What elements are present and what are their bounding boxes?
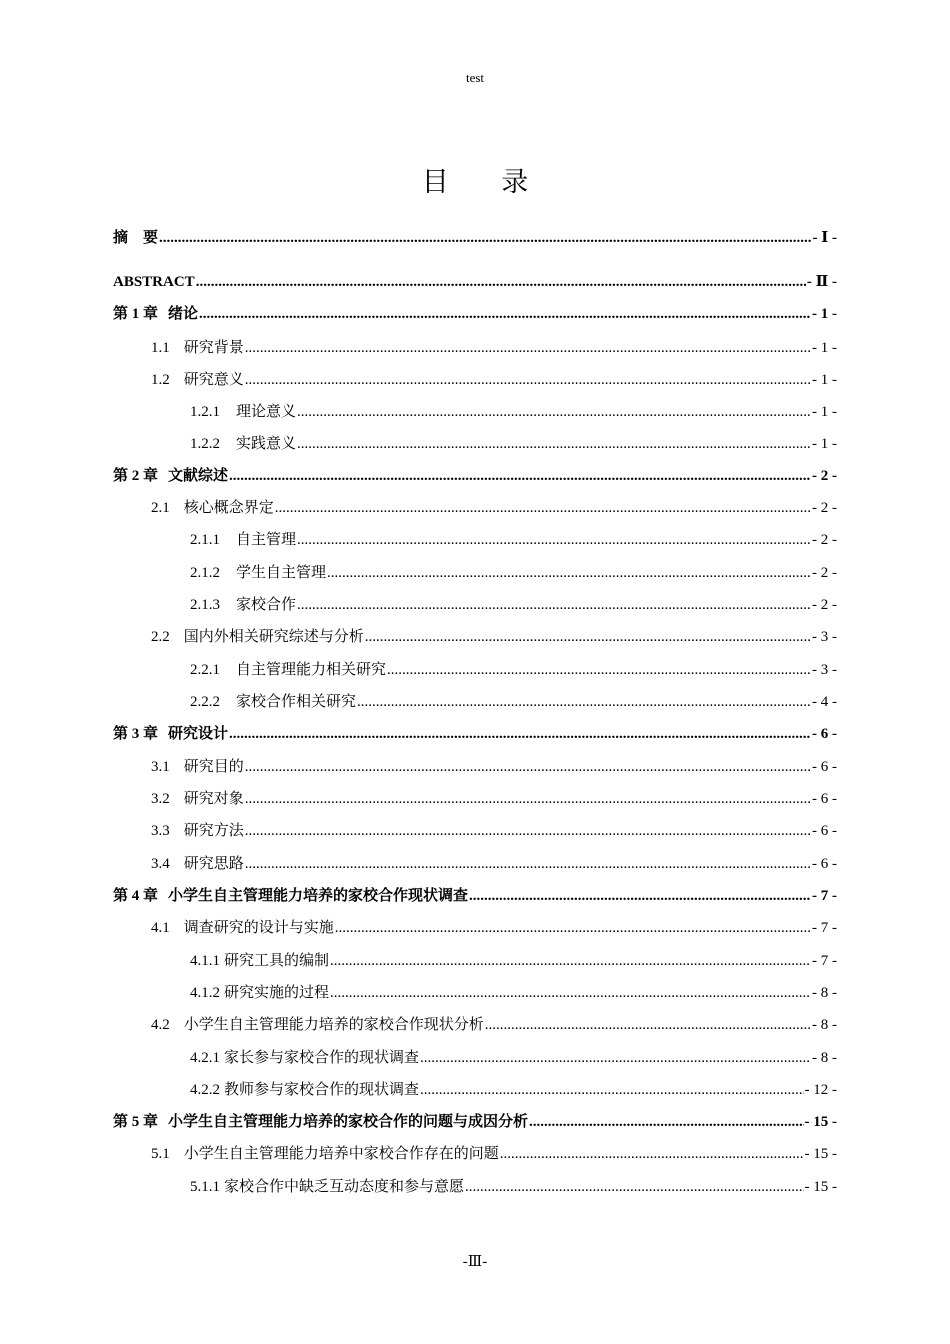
toc-entry-number: 4.1 [151, 920, 170, 936]
toc-page-number: - 1 - [812, 340, 837, 356]
toc-leader-dots [275, 496, 811, 520]
toc-page-number: - 2 - [812, 500, 837, 516]
toc-page-number: - 15 - [804, 1179, 837, 1195]
toc-entry-number: 3.2 [151, 791, 170, 807]
toc-entry-number: 2.1.1 [190, 532, 220, 548]
toc-entry-label: 研究方法 [183, 823, 244, 839]
toc-leader-dots [330, 949, 811, 973]
toc-leader-dots [245, 852, 811, 876]
toc-entry-label: 研究思路 [183, 856, 244, 872]
toc-entry[interactable] [113, 1046, 837, 1070]
toc-leader-dots [199, 302, 811, 326]
toc-entry[interactable] [113, 722, 837, 746]
toc-entry-number: 2.2.1 [190, 662, 220, 678]
toc-entry[interactable] [113, 787, 837, 811]
title-char-2: 录 [501, 167, 529, 198]
toc-page-number: - 1 - [812, 372, 837, 388]
toc-entry-number: 2.2.2 [190, 694, 220, 710]
toc-entry-label: 小学生自主管理能力培养的家校合作现状调查 [168, 888, 469, 904]
toc-page-number: - 15 - [804, 1114, 837, 1130]
toc-entry[interactable] [113, 884, 837, 908]
toc-entry-number: 5.1 [151, 1146, 170, 1162]
toc-entry-label: 研究背景 [183, 340, 244, 356]
toc-leader-dots [529, 1110, 803, 1134]
toc-entry-number: 1.1 [151, 340, 170, 356]
toc-entry[interactable] [113, 690, 837, 714]
page-header: test [465, 70, 485, 85]
toc-entry-number: 摘 要 [113, 230, 159, 246]
toc-entry-label: 家长参与家校合作的现状调查 [224, 1050, 420, 1066]
toc-entry[interactable] [113, 1078, 837, 1102]
toc-entry-number: 1.2.2 [190, 436, 220, 452]
toc-entry-label: 自主管理 [236, 532, 297, 548]
toc-entry-label: 自主管理能力相关研究 [236, 662, 387, 678]
toc-entry[interactable] [113, 336, 837, 360]
toc-entry-label: 小学生自主管理能力培养的家校合作现状分析 [183, 1017, 484, 1033]
toc-entry-number: 4.1.2 [190, 985, 220, 1001]
toc-leader-dots [357, 690, 811, 714]
toc-entry-label: 调查研究的设计与实施 [183, 920, 334, 936]
toc-entry-number: 2.1.2 [190, 565, 220, 581]
toc-page-number: - 1 - [812, 436, 837, 452]
toc-leader-dots [245, 368, 811, 392]
toc-entry-number: 第 3 章 [113, 726, 159, 742]
toc-leader-dots [335, 916, 811, 940]
toc-page-number: - 7 - [812, 953, 837, 969]
toc-entry-label: 理论意义 [236, 404, 297, 420]
toc-entry[interactable] [113, 432, 837, 456]
toc-page-number: - 6 - [812, 856, 837, 872]
toc-page-number: - 2 - [812, 597, 837, 613]
toc-leader-dots [420, 1078, 803, 1102]
toc-entry[interactable] [113, 302, 837, 326]
toc-page-number: - 8 - [812, 985, 837, 1001]
toc-page-number: - 8 - [812, 1050, 837, 1066]
toc-entry-label: 家校合作中缺乏互动态度和参与意愿 [224, 1179, 465, 1195]
toc-entry-label: 绪论 [168, 306, 199, 322]
toc-page-number: - Ⅱ - [806, 274, 837, 290]
toc-entry-label: 家校合作相关研究 [236, 694, 357, 710]
toc-leader-dots [245, 787, 811, 811]
toc-leader-dots [485, 1013, 811, 1037]
toc-entry-label: 家校合作 [236, 597, 297, 613]
toc-entry[interactable] [113, 368, 837, 392]
toc-entry[interactable] [113, 464, 837, 488]
toc-entry-number: 2.1.3 [190, 597, 220, 613]
toc-entry-number: 第 2 章 [113, 468, 159, 484]
toc-entry-label: 教师参与家校合作的现状调查 [224, 1082, 420, 1098]
toc-leader-dots [500, 1142, 804, 1166]
page-title [0, 160, 950, 199]
toc-leader-dots [465, 1175, 803, 1199]
toc-entry-number: 4.1.1 [190, 953, 220, 969]
page-number: -Ⅲ- [462, 1254, 488, 1270]
toc-page-number: - 6 - [812, 726, 837, 742]
toc-leader-dots [196, 270, 806, 294]
title-char-1: 目 [421, 167, 449, 198]
toc-page-number: - 1 - [812, 404, 837, 420]
toc-entry-number: 2.2 [151, 629, 170, 645]
toc-entry[interactable] [113, 226, 837, 250]
toc-entry-number: 第 1 章 [113, 306, 159, 322]
toc-entry-number: 3.4 [151, 856, 170, 872]
toc-entry[interactable] [113, 981, 837, 1005]
toc-page-number: - 7 - [812, 920, 837, 936]
toc-entry-number: 4.2 [151, 1017, 170, 1033]
toc-leader-dots [420, 1046, 811, 1070]
toc-entry-number: 4.2.1 [190, 1050, 220, 1066]
toc-entry[interactable] [113, 1142, 837, 1166]
toc-page-number: - 6 - [812, 759, 837, 775]
toc-entry-label: 核心概念界定 [183, 500, 274, 516]
toc-leader-dots [365, 625, 811, 649]
toc-entry-label: 实践意义 [236, 436, 297, 452]
toc-entry[interactable] [113, 658, 837, 682]
toc-entry-number: 第 4 章 [113, 888, 159, 904]
toc-entry-label: 研究对象 [183, 791, 244, 807]
toc-leader-dots [297, 400, 811, 424]
toc-entry[interactable] [113, 270, 837, 294]
toc-entry[interactable] [113, 1175, 837, 1199]
toc-leader-dots [387, 658, 811, 682]
toc-page-number: - 12 - [804, 1082, 837, 1098]
toc-entry[interactable] [113, 400, 837, 424]
toc-leader-dots [229, 464, 811, 488]
toc-leader-dots [297, 432, 811, 456]
toc-entry-number: 2.1 [151, 500, 170, 516]
toc-leader-dots [245, 819, 811, 843]
toc-entry[interactable] [113, 819, 837, 843]
toc-leader-dots [229, 722, 811, 746]
toc-leader-dots [245, 755, 811, 779]
toc-page-number: - 2 - [812, 565, 837, 581]
toc-entry[interactable] [113, 755, 837, 779]
toc-entry-label: 小学生自主管理能力培养中家校合作存在的问题 [183, 1146, 499, 1162]
toc-entry-label: 国内外相关研究综述与分析 [183, 629, 364, 645]
toc-entry-number: 3.1 [151, 759, 170, 775]
toc-entry[interactable] [113, 949, 837, 973]
toc-leader-dots [327, 561, 811, 585]
toc-leader-dots [245, 336, 811, 360]
toc-entry-label: 小学生自主管理能力培养的家校合作的问题与成因分析 [168, 1114, 529, 1130]
toc-entry[interactable] [113, 625, 837, 649]
toc-page-number: - 2 - [812, 532, 837, 548]
toc-entry-number: 1.2.1 [190, 404, 220, 420]
toc-page-number: - 8 - [812, 1017, 837, 1033]
toc-entry[interactable] [113, 496, 837, 520]
toc-leader-dots [469, 884, 811, 908]
toc-entry-label: 研究设计 [168, 726, 229, 742]
toc-page-number: - 6 - [812, 823, 837, 839]
toc-page-number: - 7 - [812, 888, 837, 904]
toc-page-number: - 15 - [804, 1146, 837, 1162]
toc-entry-number: 1.2 [151, 372, 170, 388]
toc-entry[interactable] [113, 1110, 837, 1134]
toc-entry-label: 学生自主管理 [236, 565, 327, 581]
toc-entry-number: 第 5 章 [113, 1114, 159, 1130]
toc-page-number: - 6 - [812, 791, 837, 807]
toc-page-number: - 2 - [812, 468, 837, 484]
toc-entry[interactable] [113, 916, 837, 940]
toc-entry-number: ABSTRACT [113, 274, 195, 290]
toc-page-number: - 4 - [812, 694, 837, 710]
toc-entry[interactable] [113, 593, 837, 617]
toc-entry-label: 文献综述 [168, 468, 229, 484]
toc-page-number: - 3 - [812, 662, 837, 678]
toc-page-number: - 1 - [812, 306, 837, 322]
toc-entry-number: 3.3 [151, 823, 170, 839]
toc-entry-number: 5.1.1 [190, 1179, 220, 1195]
toc-leader-dots [330, 981, 811, 1005]
toc-entry[interactable] [113, 1013, 837, 1037]
toc-entry[interactable] [113, 528, 837, 552]
toc-leader-dots [297, 593, 811, 617]
toc-entry-number: 4.2.2 [190, 1082, 220, 1098]
toc-entry-label: 研究工具的编制 [224, 953, 330, 969]
toc-page-number: - Ⅰ - [812, 230, 837, 246]
toc-entry-label: 研究实施的过程 [224, 985, 330, 1001]
toc-leader-dots [159, 226, 811, 250]
toc-leader-dots [297, 528, 811, 552]
toc-entry[interactable] [113, 561, 837, 585]
toc-page-number: - 3 - [812, 629, 837, 645]
toc-entry-label: 研究意义 [183, 372, 244, 388]
toc-entry-label: 研究目的 [183, 759, 244, 775]
toc-entry[interactable] [113, 852, 837, 876]
